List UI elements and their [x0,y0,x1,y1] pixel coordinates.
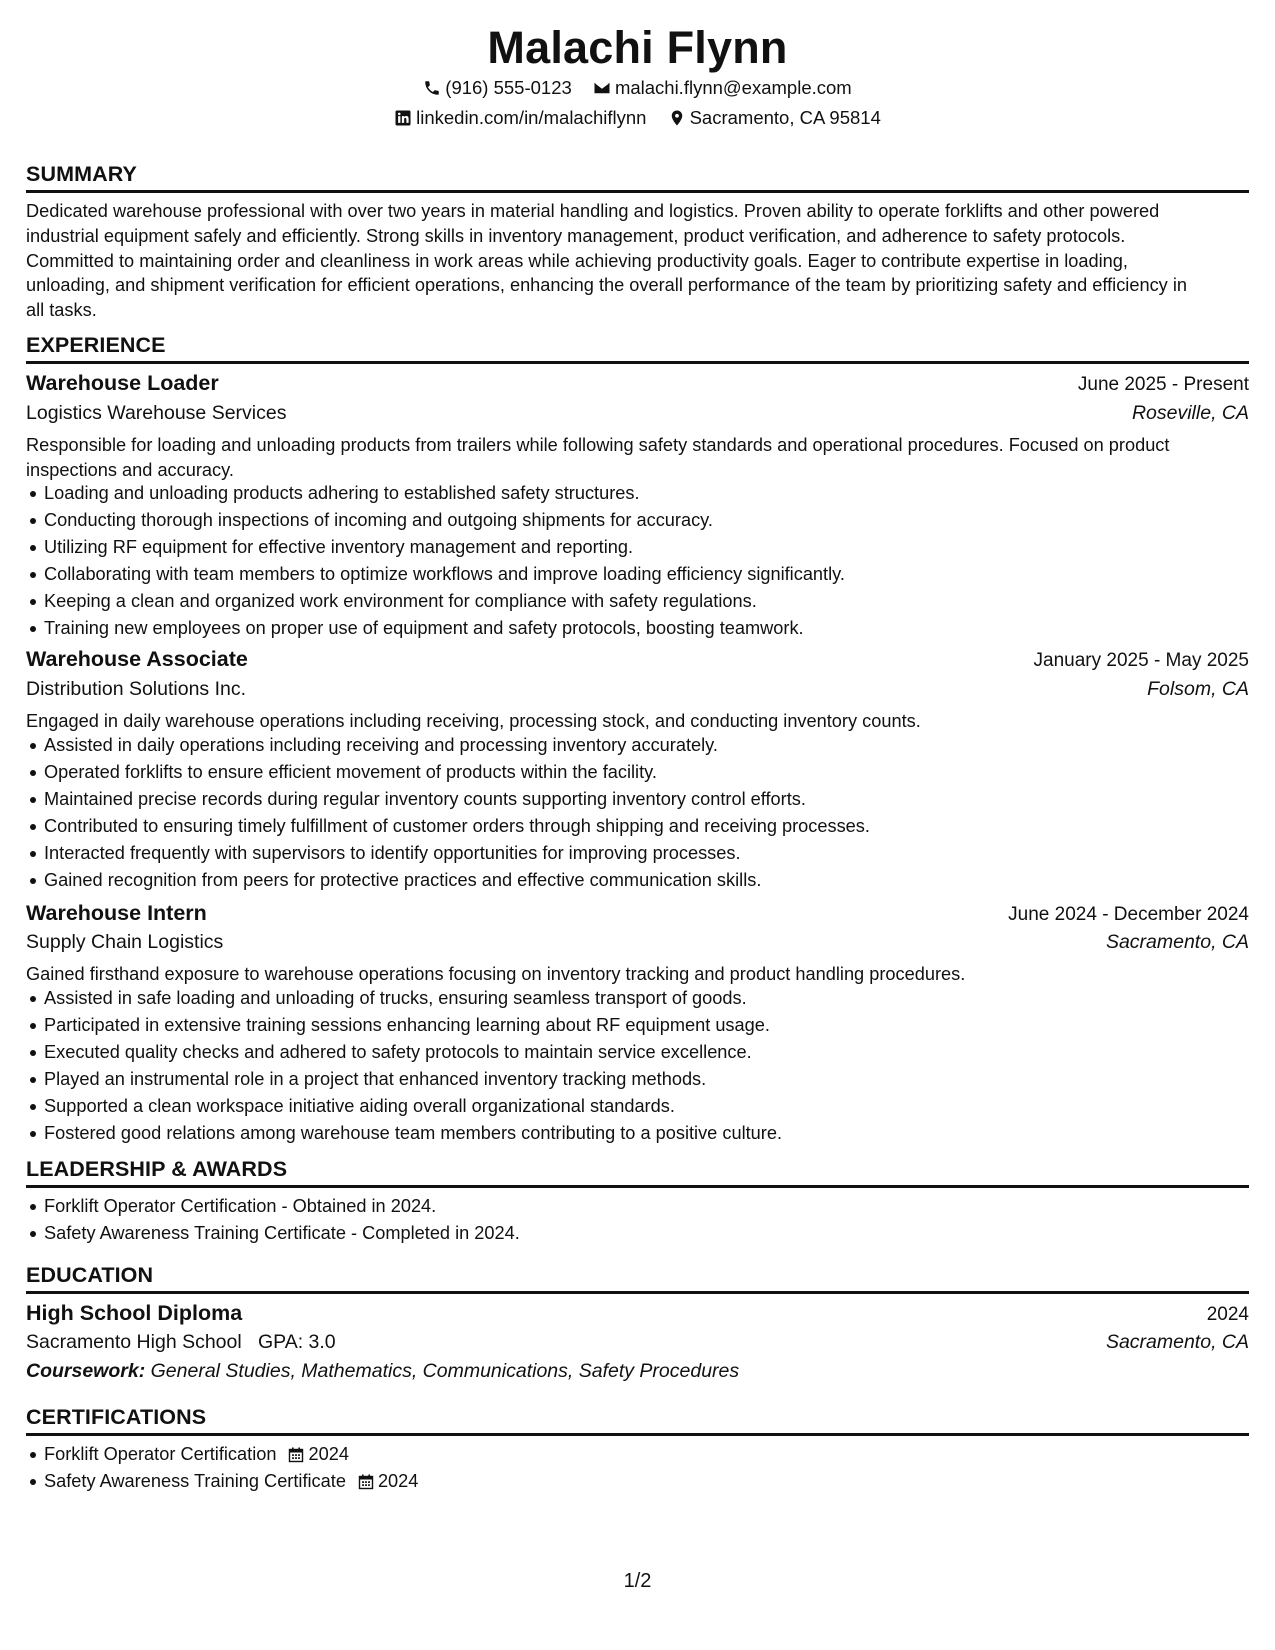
job-location: Folsom, CA [1147,678,1249,700]
section-divider [26,1185,1249,1188]
bullet-item: Contributed to ensuring timely fulfillment of customer orders through shipping and receiving processes. [44,813,1249,840]
location-text: Sacramento, CA 95814 [689,107,881,128]
candidate-name: Malachi Flynn [487,22,788,73]
section-divider [26,1291,1249,1294]
section-divider [26,361,1249,364]
company-name: Supply Chain Logistics [26,931,224,953]
award-item: Forklift Operator Certification - Obtained in 2024. [44,1193,1249,1220]
bullet-item: Assisted in daily operations including receiving and processing inventory accurately. [44,732,1249,759]
award-item: Safety Awareness Training Certificate - Completed in 2024. [44,1220,1249,1247]
bullet-item: Played an instrumental role in a project that enhanced inventory tracking methods. [44,1066,1249,1093]
description-line: Gained firsthand exposure to warehouse operations focusing on inventory tracking and product handling procedures. [26,964,966,984]
coursework-list: General Studies, Mathematics, Communications, Safety Procedures [150,1360,740,1382]
experience-heading: EXPERIENCE [26,333,166,357]
job-title: Warehouse Loader [26,371,219,395]
certification-item [44,1441,1249,1468]
bullet-item: Fostered good relations among warehouse team members contributing to a positive culture. [44,1120,1249,1147]
school-info [26,1328,336,1356]
contact-line-1 [26,76,1249,103]
job-header [26,645,1249,675]
bullet-item: Supported a clean workspace initiative aiding overall organizational standards. [44,1093,1249,1120]
school-location: Sacramento, CA [1105,1331,1249,1353]
bullet-item: Interacted frequently with supervisors to identify opportunities for improving processes. [44,840,1249,867]
email-text: malachi.flynn@example.com [614,77,852,98]
job-location: Roseville, CA [1131,402,1249,424]
job-company-row [26,675,1249,703]
school-row [26,1328,1249,1356]
section-divider [26,1433,1249,1436]
bullet-item: Keeping a clean and organized work environment for compliance with safety regulations. [44,588,1249,615]
job-company-row [26,399,1249,427]
certifications-list [26,1441,1249,1495]
bullet-item: Utilizing RF equipment for effective inventory management and reporting. [44,534,1249,561]
bullet-item: Gained recognition from peers for protective practices and effective communication skills. [44,867,1249,894]
job-title: Warehouse Intern [26,901,207,925]
gpa: GPA: 3.0 [257,1331,336,1353]
certifications-heading: CERTIFICATIONS [26,1405,207,1429]
page-number: 1/2 [623,1570,652,1592]
certification-name: Forklift Operator Certification [44,1444,277,1464]
calendar-icon [288,1447,304,1463]
phone-contact [423,76,572,100]
graduation-year: 2024 [1206,1304,1249,1325]
job-header [26,899,1249,929]
certification-item [44,1468,1249,1495]
bullet-item: Conducting thorough inspections of incoming and outgoing shipments for accuracy. [44,507,1249,534]
education-header [26,1299,1249,1329]
leadership-list [26,1193,1249,1247]
job-description [26,962,1249,987]
job-dates: January 2025 - May 2025 [1033,650,1249,671]
phone-icon [423,79,441,97]
company-name: Logistics Warehouse Services [26,402,287,424]
summary-line: Committed to maintaining order and cleanliness in work areas while achieving productivity goals. Eager to contribute expertise in loading, [26,250,1128,271]
bullet-item: Loading and unloading products adhering to established safety structures. [44,480,1249,507]
description-line: Responsible for loading and unloading products from trailers while following safety standards and operational procedures. Focused on product [26,435,1170,455]
calendar-icon [358,1474,374,1490]
bullet-item: Operated forklifts to ensure efficient movement of products within the facility. [44,759,1249,786]
phone-text: (916) 555-0123 [445,77,572,98]
summary-text [26,199,1249,323]
bullet-item: Participated in extensive training sessions enhancing learning about RF equipment usage. [44,1012,1249,1039]
bullet-item: Training new employees on proper use of equipment and safety protocols, boosting teamwork. [44,615,1249,642]
job-location: Sacramento, CA [1105,931,1249,953]
summary-heading: SUMMARY [26,162,137,186]
summary-line: unloading, and shipment verification for efficient operations, enhancing the overall performance of the team by prioritizing safety and efficiency in [26,275,1187,296]
description-line: Engaged in daily warehouse operations including receiving, processing stock, and conducting inventory counts. [26,711,921,731]
bullet-item: Collaborating with team members to optimize workflows and improve loading efficiency significantly. [44,561,1249,588]
linkedin-text: linkedin.com/in/malachiflynn [416,107,647,128]
description-line: inspections and accuracy. [26,459,234,480]
job-bullets [26,732,1249,894]
bullet-item: Assisted in safe loading and unloading of trucks, ensuring seamless transport of goods. [44,985,1249,1012]
leadership-heading: LEADERSHIP & AWARDS [26,1157,288,1181]
coursework-label: Coursework: [26,1360,146,1382]
summary-line: industrial equipment safely and efficiently. Strong skills in inventory management, product verification, and adherence to safety protocols. [26,225,1126,246]
map-pin-icon [668,109,686,127]
bullet-item: Maintained precise records during regular inventory counts supporting inventory control efforts. [44,786,1249,813]
school-name: Sacramento High School [26,1331,242,1353]
job-company-row [26,928,1249,956]
coursework [26,1357,739,1385]
job-dates: June 2024 - December 2024 [1008,904,1249,925]
summary-line: all tasks. [26,300,97,321]
certification-year: 2024 [377,1471,419,1491]
job-title: Warehouse Associate [26,647,248,671]
job-bullets [26,480,1249,642]
summary-line: Dedicated warehouse professional with over two years in material handling and logistics. Proven ability to operate forklifts and other powered [26,201,1160,221]
linkedin-contact[interactable] [394,106,646,130]
location-contact [668,106,881,130]
linkedin-icon [394,109,412,127]
email-contact[interactable] [593,76,852,100]
certification-year: 2024 [308,1444,349,1464]
envelope-icon [593,79,611,97]
bullet-item: Executed quality checks and adhered to safety protocols to maintain service excellence. [44,1039,1249,1066]
degree-title: High School Diploma [26,1301,243,1325]
job-dates: June 2025 - Present [1077,374,1249,395]
company-name: Distribution Solutions Inc. [26,678,247,700]
contact-line-2 [26,106,1249,133]
job-description [26,433,1249,483]
job-header [26,369,1249,399]
certification-name: Safety Awareness Training Certificate [44,1471,346,1491]
section-divider [26,190,1249,193]
job-description [26,709,1249,734]
education-heading: EDUCATION [26,1263,154,1287]
job-bullets [26,985,1249,1147]
